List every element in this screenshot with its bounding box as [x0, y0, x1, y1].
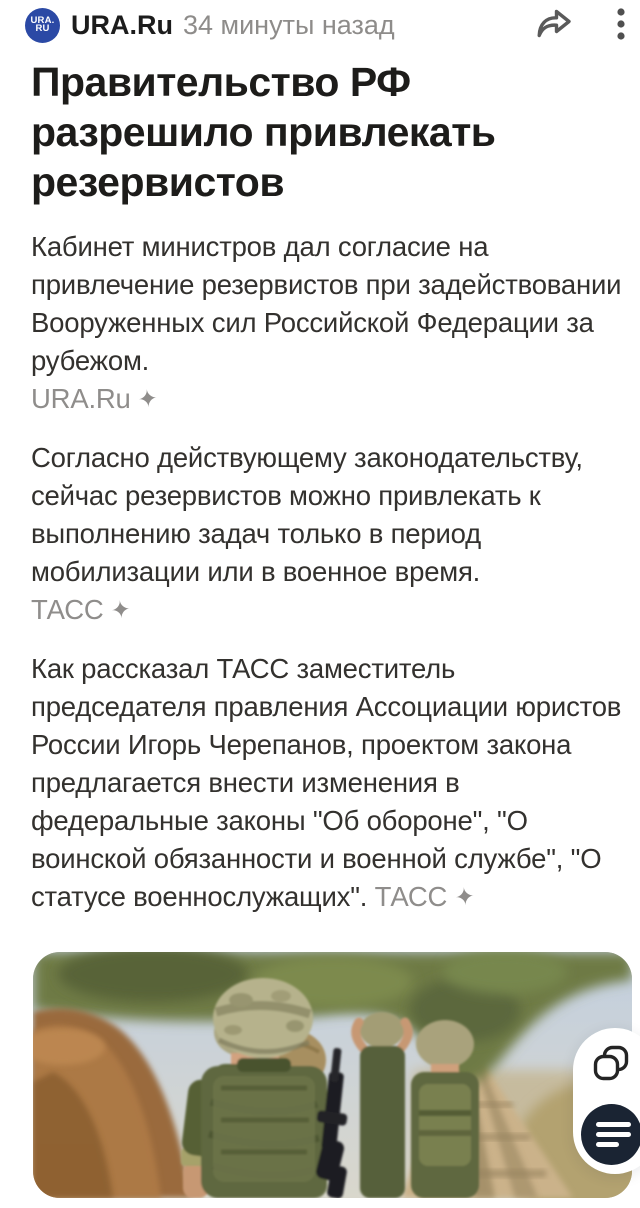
- kebab-menu-icon: [616, 6, 626, 45]
- source-name[interactable]: URA.Ru: [71, 9, 173, 40]
- paragraph-text: Согласно действующему законодательству, сейчас резервистов можно привлекать к выполнению задач только в период мобилизации или в военное время.: [31, 442, 583, 587]
- paragraph: [31, 228, 636, 420]
- summary-button[interactable]: [581, 1104, 640, 1165]
- source-logo-text-top: URA.: [30, 14, 55, 26]
- source-link[interactable]: [375, 881, 475, 912]
- source-link[interactable]: [31, 380, 636, 420]
- paragraph: [31, 650, 636, 918]
- four-point-star-icon: ✦: [453, 883, 476, 912]
- four-point-star-icon: ✦: [109, 596, 133, 625]
- source-link-label: URA.Ru: [31, 383, 131, 414]
- article-title: Правительство РФ разрешило привлекать резервистов: [31, 59, 496, 205]
- paragraph: [31, 439, 636, 631]
- source-link[interactable]: [31, 591, 636, 631]
- soldier-raised-arms: [356, 1012, 408, 1198]
- article-header: [0, 5, 640, 45]
- publish-time: 34 минуты назад: [183, 9, 395, 40]
- header-actions: [534, 6, 640, 45]
- soldiers-photo: [33, 952, 632, 1198]
- paragraph-text: Как рассказал ТАСС заместитель председателя правления Ассоциации юристов России Игорь Черепанов, проектом закона предлагается внести изменения в федеральные законы "Об обороне", "О воинской обязанности и военной службе", "О статусе военнослужащих".: [31, 653, 622, 912]
- overlapping-squares-icon: [590, 1073, 632, 1088]
- soldier-far-right: [411, 1020, 479, 1198]
- source-link-label: ТАСС: [374, 881, 448, 912]
- more-menu-button[interactable]: [616, 6, 626, 45]
- four-point-star-icon: ✦: [136, 385, 160, 414]
- share-arrow-icon: [534, 6, 574, 45]
- article-body: [0, 209, 640, 918]
- share-button[interactable]: [534, 6, 574, 45]
- related-stories-button[interactable]: [590, 1043, 632, 1085]
- source-logo[interactable]: [25, 8, 60, 43]
- summary-lines-icon: [596, 1122, 631, 1148]
- paragraph-text: Кабинет министров дал согласие на привлечение резервистов при задействовании Вооруженных сил Российской Федерации за рубежом.: [31, 231, 622, 376]
- article-image[interactable]: [33, 952, 632, 1198]
- floating-action-pill: [573, 1028, 640, 1174]
- source-link-label: ТАСС: [31, 594, 104, 625]
- source-logo-text-bottom: RU: [35, 23, 50, 34]
